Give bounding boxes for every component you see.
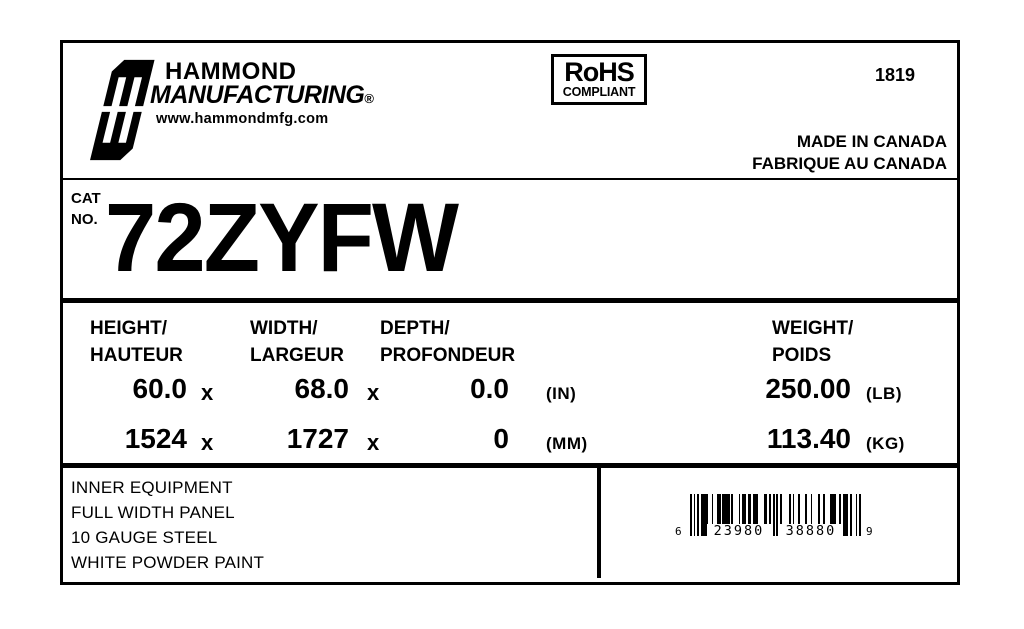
barcode-digits-left: 23980: [707, 524, 771, 538]
weight-value-kg: 113.40: [766, 423, 851, 454]
barcode-digits-right: 38880: [779, 524, 843, 538]
description-line: WHITE POWDER PAINT: [71, 553, 265, 572]
description-line: FULL WIDTH PANEL: [71, 503, 235, 522]
description-list: [63, 468, 601, 578]
height-column-label: HEIGHT/ HAUTEUR: [90, 318, 183, 366]
rohs-subtitle: COMPLIANT: [562, 85, 636, 99]
depth-column-label: DEPTH/ PROFONDEUR: [380, 318, 516, 366]
description-line: INNER EQUIPMENT: [71, 478, 233, 497]
multiply-sign: x: [201, 430, 214, 455]
multiply-sign: x: [367, 430, 380, 455]
hammond-logo: [89, 58, 155, 162]
multiply-sign: x: [201, 380, 214, 405]
width-column-label: WIDTH/ LARGEUR: [250, 318, 344, 366]
width-value-mm: 1727: [286, 423, 349, 454]
height-value-mm: 1524: [124, 423, 187, 454]
dimension-unit-in: (IN): [546, 384, 577, 403]
weight-unit-kg: (KG): [866, 434, 905, 453]
barcode-digit-system: 6: [675, 525, 682, 538]
cat-label: CAT: [71, 190, 101, 207]
origin-text: [752, 131, 947, 175]
dimensions-section: [63, 303, 957, 468]
no-label: NO.: [71, 211, 98, 228]
weight-column-label: WEIGHT/ POIDS: [772, 318, 854, 366]
header-section: [63, 43, 957, 180]
registered-mark: ®: [364, 91, 374, 106]
dimension-unit-mm: (MM): [546, 434, 588, 453]
weight-value-lb: 250.00: [765, 373, 851, 404]
brand-website: www.hammondmfg.com: [156, 111, 329, 127]
multiply-sign: x: [367, 380, 380, 405]
product-label: [60, 40, 960, 585]
height-value-in: 60.0: [132, 373, 187, 404]
depth-value-in: 0.0: [470, 373, 509, 404]
width-value-in: 68.0: [294, 373, 349, 404]
upc-barcode: [675, 494, 873, 550]
brand-block: [150, 58, 374, 127]
barcode-cell: [601, 468, 957, 578]
catalog-number: 72ZYFW: [105, 183, 458, 292]
rohs-badge: [551, 54, 647, 105]
bottom-section: [63, 468, 957, 578]
brand-manufacturing: MANUFACTURING®: [150, 81, 374, 109]
brand-name: HAMMOND: [165, 58, 297, 85]
barcode-digit-check: 9: [866, 525, 873, 538]
origin-line-en: MADE IN CANADA: [796, 132, 947, 151]
description-line: 10 GAUGE STEEL: [71, 528, 218, 547]
rohs-title: RoHS: [564, 57, 634, 87]
cat-no-label: [71, 188, 101, 230]
batch-code: 1819: [874, 65, 915, 85]
weight-unit-lb: (LB): [866, 384, 902, 403]
origin-line-fr: FABRIQUE AU CANADA: [752, 154, 947, 173]
catalog-section: [63, 180, 957, 303]
depth-value-mm: 0: [493, 423, 509, 454]
